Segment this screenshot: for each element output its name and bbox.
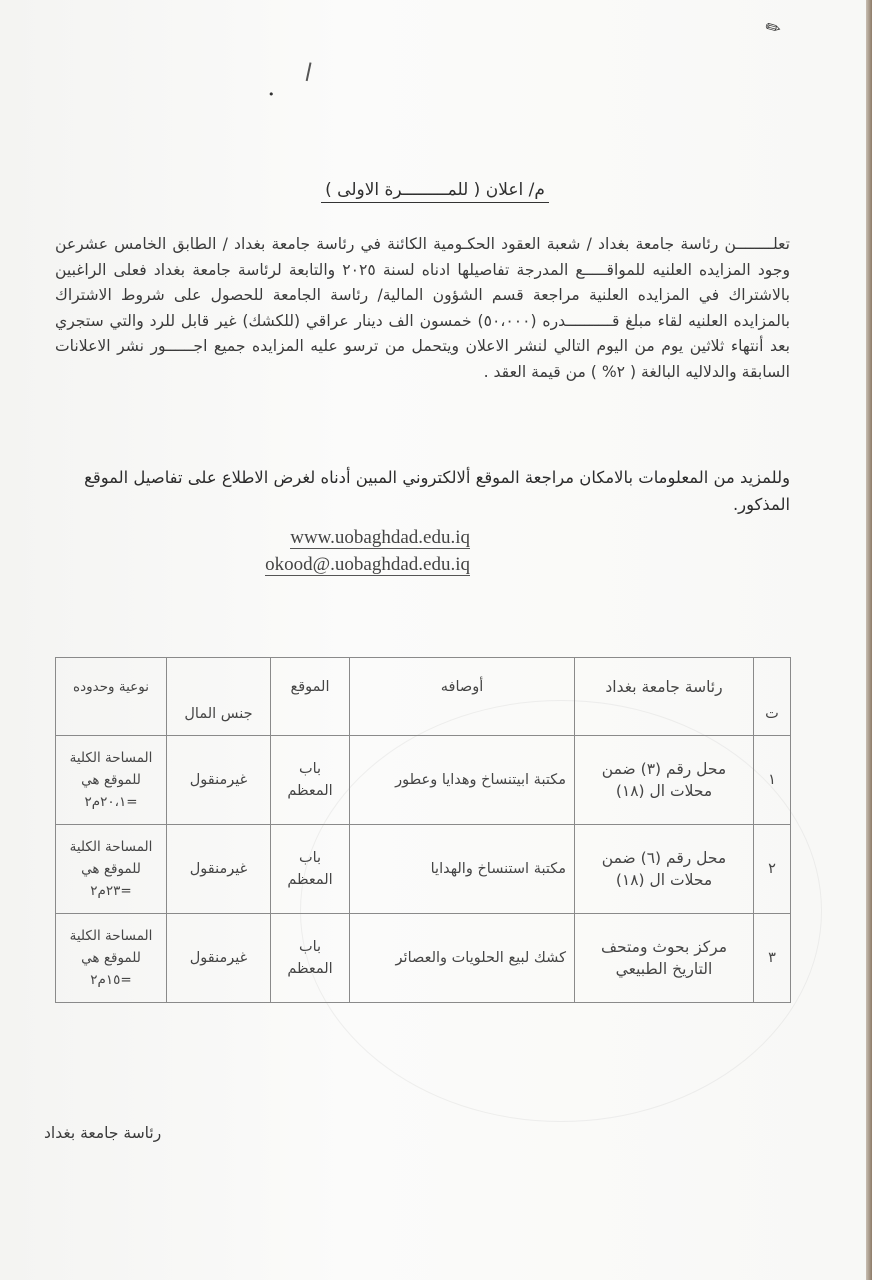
cell-location: باب المعظم bbox=[271, 825, 350, 914]
cell-no: ٢ bbox=[754, 825, 791, 914]
cell-no: ١ bbox=[754, 736, 791, 825]
cell-location: باب المعظم bbox=[271, 914, 350, 1003]
cell-area: المساحة الكلية للموقع هي =١٥م٢ bbox=[56, 914, 167, 1003]
contact-links bbox=[180, 524, 470, 578]
table-row bbox=[56, 736, 791, 825]
table-header-row bbox=[56, 658, 791, 736]
announcement-title bbox=[0, 180, 870, 200]
cell-location: باب المعظم bbox=[271, 736, 350, 825]
header-area: نوعية وحدوده bbox=[56, 658, 167, 736]
cell-kind: غيرمنقول bbox=[167, 736, 271, 825]
handwritten-mark-icon: ǀ bbox=[303, 57, 315, 83]
header-name: رئاسة جامعة بغداد bbox=[575, 658, 754, 736]
cell-name: مركز بحوث ومتحف التاريخ الطبيعي bbox=[575, 914, 754, 1003]
auction-sites-table bbox=[55, 657, 791, 1003]
email-link[interactable]: okood@.uobaghdad.edu.iq bbox=[265, 554, 470, 575]
header-no: ت bbox=[754, 658, 791, 736]
cell-description: كشك لبيع الحلويات والعصائر bbox=[350, 914, 575, 1003]
cell-description: مكتبة استنساخ والهدايا bbox=[350, 825, 575, 914]
cell-no: ٣ bbox=[754, 914, 791, 1003]
handwritten-mark-icon: ✎ bbox=[761, 15, 786, 42]
cell-kind: غيرمنقول bbox=[167, 825, 271, 914]
table-row bbox=[56, 825, 791, 914]
header-kind: جنس المال bbox=[167, 658, 271, 736]
announcement-title-text: م/ اعلان ( للمـــــــــرة الاولى ) bbox=[321, 180, 549, 203]
more-info-paragraph: وللمزيد من المعلومات بالامكان مراجعة الموقع ألالكتروني المبين أدناه لغرض الاطلاع على تفاصيل الموقع المذكور. bbox=[84, 468, 790, 514]
header-description: أوصافه bbox=[350, 658, 575, 736]
ink-dot-icon: • bbox=[268, 88, 275, 101]
cell-name: محل رقم (٣) ضمن محلات ال (١٨) bbox=[575, 736, 754, 825]
signature-block: رئاسة جامعة بغداد bbox=[44, 1124, 162, 1142]
website-link[interactable]: www.uobaghdad.edu.iq bbox=[290, 527, 470, 548]
cell-kind: غيرمنقول bbox=[167, 914, 271, 1003]
cell-area: المساحة الكلية للموقع هي =٢٠،١م٢ bbox=[56, 736, 167, 825]
announcement-body: تعلــــــــن رئاسة جامعة بغداد / شعبة العقود الحكـومية الكائنة في رئاسة جامعة بغداد / الطابق الخامس عشرعن وجود المزايده العلنيه للمواقـــــع المدرجة تفاصيلها ادناه لسنة ٢٠٢٥ والتابعة لرئاسة جامعة بغداد فعلى الراغبين بالاشتراك في المزايده العلنية مراجعة قسم الشؤون المالية/ رئاسة الجامعة للحصول على شروط الاشتراك بالمزايده العلنيه لقاء مبلغ قــــــــــدره (٥٠،٠٠٠) خمسون الف دينار عراقي (للكشك) غير قابل للرد والتي ستجري بعد أنتهاء ثلاثين يوم من اليوم التالي لنشر الاعلان ويتحمل من ترسو عليه المزايده جميع اجــــــور نشر الاعلانات السابقة والدلاليه البالغة ( ٢% ) من قيمة العقد . bbox=[55, 235, 791, 381]
cell-area: المساحة الكلية للموقع هي =٢٣م٢ bbox=[56, 825, 167, 914]
header-location: الموقع bbox=[271, 658, 350, 736]
cell-name: محل رقم (٦) ضمن محلات ال (١٨) bbox=[575, 825, 754, 914]
table-row bbox=[56, 914, 791, 1003]
cell-description: مكتبة ابيتنساخ وهدايا وعطور bbox=[350, 736, 575, 825]
